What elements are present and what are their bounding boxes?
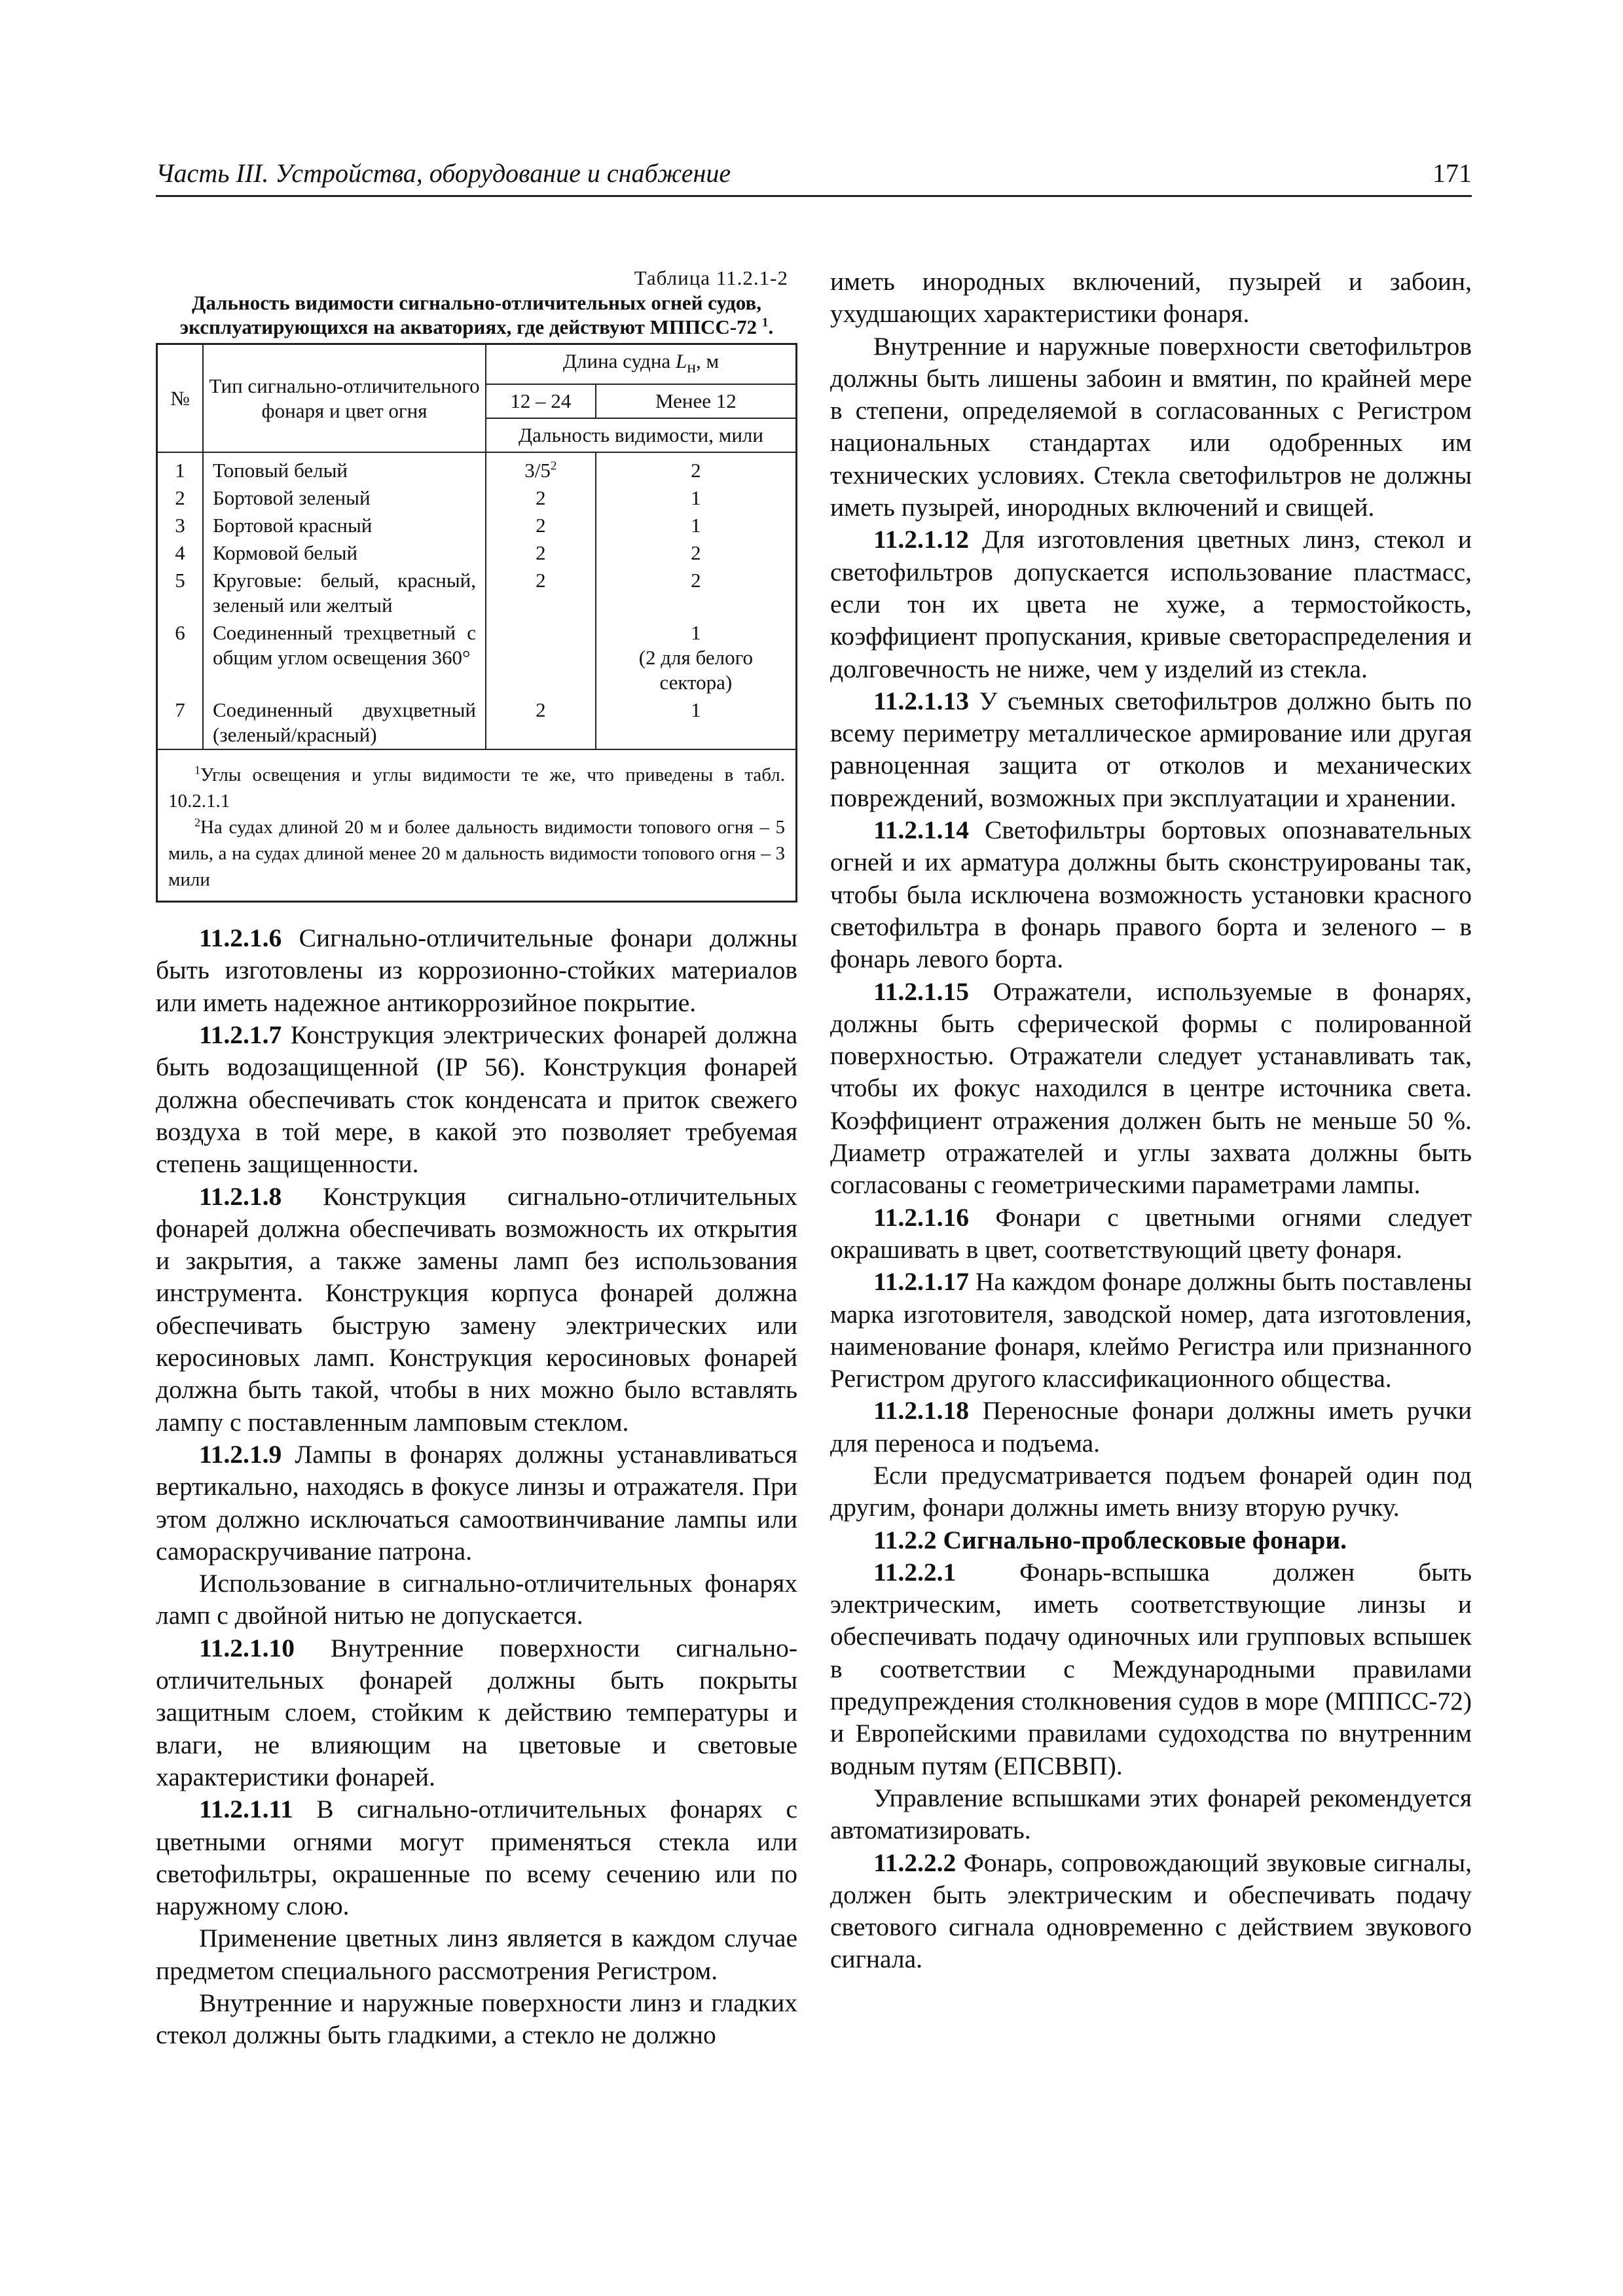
row-type: Бортовой красный	[203, 512, 486, 539]
row-type: Соединенный двухцветный (зеленый/красный)	[203, 696, 486, 749]
clause-number: 11.2.1.12	[873, 525, 969, 554]
left-column	[156, 266, 797, 2052]
paragraph: 11.2.1.16 Фонари с цветными огнями следует окрашивать в цвет, соответствующий цвету фонаря.	[830, 1202, 1472, 1264]
clause-number: 11.2.2.1	[873, 1557, 957, 1587]
paragraph: Внутренние и наружные поверхности светофильтров должны быть лишены забоин и вмятин, по крайней мере в степени, определяемой в согласованных с Регистром национальных стандартах или одобренных им технических условиях. Стекла светофильтров не должны иметь пузырей, инородных включений и свищей.	[830, 331, 1472, 522]
row-range-under-12: 2	[596, 567, 797, 619]
left-text	[156, 922, 797, 2051]
table-row	[157, 696, 797, 749]
length-prefix: Длина судна	[562, 350, 676, 372]
row-range-12-24	[486, 619, 596, 696]
row-range-12-24: 2	[486, 512, 596, 539]
clause-number: 11.2.1.7	[199, 1020, 282, 1050]
row-range-12-24: 2	[486, 696, 596, 749]
row-range-under-12: 1 (2 для белого сектора)	[596, 619, 797, 696]
clause-number: 11.2.1.10	[199, 1633, 295, 1662]
row-range-12-24: 2	[486, 567, 596, 619]
paragraph: 11.2.1.17 На каждом фонаре должны быть поставлены марка изготовителя, заводской номер, дата изготовления, наименование фонаря, клеймо Регистра или признанного Регистром другого классификационного общества.	[830, 1267, 1472, 1393]
table-title-text: Дальность видимости сигнально-отличительных огней судов, эксплуатирующихся на акваториях, где действуют МППСС-72	[179, 291, 761, 338]
length-unit: , м	[696, 350, 720, 372]
col-header-under-12: Менее 12	[596, 384, 797, 418]
paragraph: 11.2.1.12 Для изготовления цветных линз, стекол и светофильтров допускается использование пластмасс, если тон их цвета не хуже, а термостойкость, коэффициент пропускания, кривые светораспределения и долговечность не ниже, чем у изделий из стекла.	[830, 525, 1472, 683]
length-sub: н	[687, 357, 697, 377]
row-type: Бортовой зеленый	[203, 484, 486, 512]
table-block	[156, 266, 797, 903]
paragraph: 11.2.1.8 Конструкция сигнально-отличительных фонарей должна обеспечивать возможность их открытия и закрытия, а также замены ламп без использования инструмента. Конструкция корпуса фонарей должна обеспечивать быструю замену электрических или керосиновых ламп. Конструкция керосиновых фонарей должна быть такой, чтобы в них можно было вставлять лампу с поставленным ламповым стеклом.	[156, 1181, 797, 1437]
paragraph: 11.2.2.2 Фонарь, сопровождающий звуковые сигналы, должен быть электрическим и обеспечивать подачу светового сигнала одновременно с действием звукового сигнала.	[830, 1848, 1472, 1974]
table-row	[157, 619, 797, 696]
visibility-table	[156, 343, 797, 903]
table-body	[157, 452, 797, 749]
length-var: L	[675, 350, 687, 372]
table-notes	[157, 749, 797, 902]
footnote-mark: 1	[194, 763, 200, 777]
row-range-under-12: 2	[596, 452, 797, 484]
row-range-under-12: 1	[596, 484, 797, 512]
clause-number: 11.2.1.14	[873, 816, 969, 845]
paragraph: Использование в сигнально-отличительных фонарях ламп с двойной нитью не допускается.	[156, 1569, 797, 1630]
col-header-type: Тип сигнально-отличительного фонаря и цвет огня	[203, 344, 486, 453]
clause-number: 11.2.1.18	[873, 1396, 969, 1426]
table-footnote: $^1$Углы освещения и углы видимости те же, что приведены в табл. 10.2.1.1	[168, 763, 785, 812]
clause-number: 11.2.1.8	[199, 1181, 282, 1211]
paragraph: 11.2.1.11 В сигнально-отличительных фонарях с цветными огнями могут применяться стекла или светофильтры, окрашенные по всему сечению или по наружному слою.	[156, 1795, 797, 1921]
table-title-note-mark: 1	[761, 315, 769, 330]
col-header-length	[486, 344, 797, 385]
paragraph: Применение цветных линз является в каждом случае предметом специального рассмотрения Регистром.	[156, 1924, 797, 1985]
paragraph: 11.2.2.1 Фонарь-вспышка должен быть электрическим, иметь соответствующие линзы и обеспечивать подачу одиночных или групповых вспышек в соответствии с Международными правилами предупреждения столкновения судов в море (МППСС-72) и Европейскими правилами судоходства по внутренним водным путям (ЕПСВВП).	[830, 1557, 1472, 1780]
clause-number: 11.2.1.16	[873, 1202, 969, 1232]
paragraph: иметь инородных включений, пузырей и забоин, ухудшающих характеристики фонаря.	[830, 267, 1472, 329]
table-footnote: $^2$На судах длиной 20 м и более дальность видимости топового огня – 5 миль, а на судах длиной менее 20 м дальность видимости топового огня – 3 мили	[168, 816, 785, 891]
row-type: Круговые: белый, красный, зеленый или желтый	[203, 567, 486, 619]
row-type: Кормовой белый	[203, 539, 486, 567]
paragraph: 11.2.1.18 Переносные фонари должны иметь ручки для переноса и подъема.	[830, 1396, 1472, 1458]
paragraph: 11.2.1.7 Конструкция электрических фонарей должна быть водозащищенной (IP 56). Конструкция фонарей должна обеспечивать сток конденсата и приток свежего воздуха в той мере, в какой это позволяет требуемая степень защищенности.	[156, 1020, 797, 1179]
clause-number: 11.2.2 Сигнально-проблесковые фонари.	[873, 1525, 1347, 1554]
right-column	[830, 266, 1472, 1976]
paragraph: 11.2.1.14 Светофильтры бортовых опознавательных огней и их арматура должны быть сконструированы так, чтобы была исключена возможность установки красного светофильтра в фонарь правого борта и зеленого – в фонарь левого борта.	[830, 816, 1472, 974]
row-range-under-12: 1	[596, 696, 797, 749]
table-row	[157, 539, 797, 567]
paragraph: Внутренние и наружные поверхности линз и гладких стекол должны быть гладкими, а стекло не должно	[156, 1988, 797, 2050]
page-number: 171	[1432, 158, 1472, 188]
clause-number: 11.2.2.2	[873, 1848, 957, 1877]
paragraph: 11.2.1.6 Сигнально-отличительные фонари должны быть изготовлены из коррозионно-стойких материалов или иметь надежное антикоррозийное покрытие.	[156, 924, 797, 1017]
paragraph: Если предусматривается подъем фонарей один под другим, фонари должны иметь внизу вторую ручку.	[830, 1460, 1472, 1522]
row-range-under-12: 1	[596, 512, 797, 539]
running-title: Часть III. Устройства, оборудование и снабжение	[156, 158, 731, 188]
paragraph	[830, 1524, 1472, 1556]
clause-number: 11.2.1.6	[199, 924, 282, 953]
paragraph: 11.2.1.15 Отражатели, используемые в фонарях, должны быть сферической формы с полированной поверхностью. Отражатели следует устанавливать так, чтобы их фокус находился в центре источника света. Коэффициент отражения должен быть не меньше 50 %. Диаметр отражателей и углы захвата должны быть согласованы с геометрическими параметрами лампы.	[830, 977, 1472, 1200]
row-num: 6	[157, 619, 204, 696]
paragraph: Управление вспышками этих фонарей рекомендуется автоматизировать.	[830, 1783, 1472, 1845]
row-num: 2	[157, 484, 204, 512]
row-type: Топовый белый	[203, 452, 486, 484]
row-range-under-12: 2	[596, 539, 797, 567]
paragraph: 11.2.1.13 У съемных светофильтров должно быть по всему периметру металлическое армирование или другая равноценная защита от отколов и механических повреждений, возможных при эксплуатации и хранении.	[830, 686, 1472, 812]
paragraph: 11.2.1.9 Лампы в фонарях должны устанавливаться вертикально, находясь в фокусе линзы и отражателя. При этом должно исключаться самоотвинчивание лампы или самораскручивание патрона.	[156, 1439, 797, 1566]
row-num: 7	[157, 696, 204, 749]
table-caption: Таблица 11.2.1-2	[634, 266, 788, 289]
page-header	[156, 151, 1472, 197]
right-text	[830, 266, 1472, 1976]
table-title	[156, 291, 797, 339]
row-num: 1	[157, 452, 204, 484]
clause-number: 11.2.1.11	[199, 1795, 293, 1824]
footnote-mark: 2	[194, 816, 200, 829]
row-range-12-24: $3/5^2$	[486, 452, 596, 484]
table-title-end: .	[768, 315, 774, 338]
row-type: Соединенный трехцветный с общим углом освещения 360°	[203, 619, 486, 696]
table-row	[157, 512, 797, 539]
table-row	[157, 484, 797, 512]
clause-number: 11.2.1.17	[873, 1267, 969, 1297]
col-header-range: Дальность видимости, мили	[486, 418, 797, 452]
clause-number: 11.2.1.15	[873, 977, 969, 1006]
row-num: 4	[157, 539, 204, 567]
row-range-12-24: 2	[486, 539, 596, 567]
row-range-12-24: 2	[486, 484, 596, 512]
table-row	[157, 452, 797, 484]
row-num: 3	[157, 512, 204, 539]
row-num: 5	[157, 567, 204, 619]
clause-number: 11.2.1.13	[873, 686, 969, 715]
clause-number: 11.2.1.9	[199, 1439, 282, 1469]
col-header-12-24: 12 – 24	[486, 384, 596, 418]
paragraph: 11.2.1.10 Внутренние поверхности сигнально-отличительных фонарей должны быть покрыты защитным слоем, стойким к действию температуры и влаги, не влияющим на цветовые и световые характеристики фонарей.	[156, 1633, 797, 1791]
footnote-mark: 2	[550, 459, 557, 473]
table-row	[157, 567, 797, 619]
col-header-num: №	[157, 344, 204, 453]
